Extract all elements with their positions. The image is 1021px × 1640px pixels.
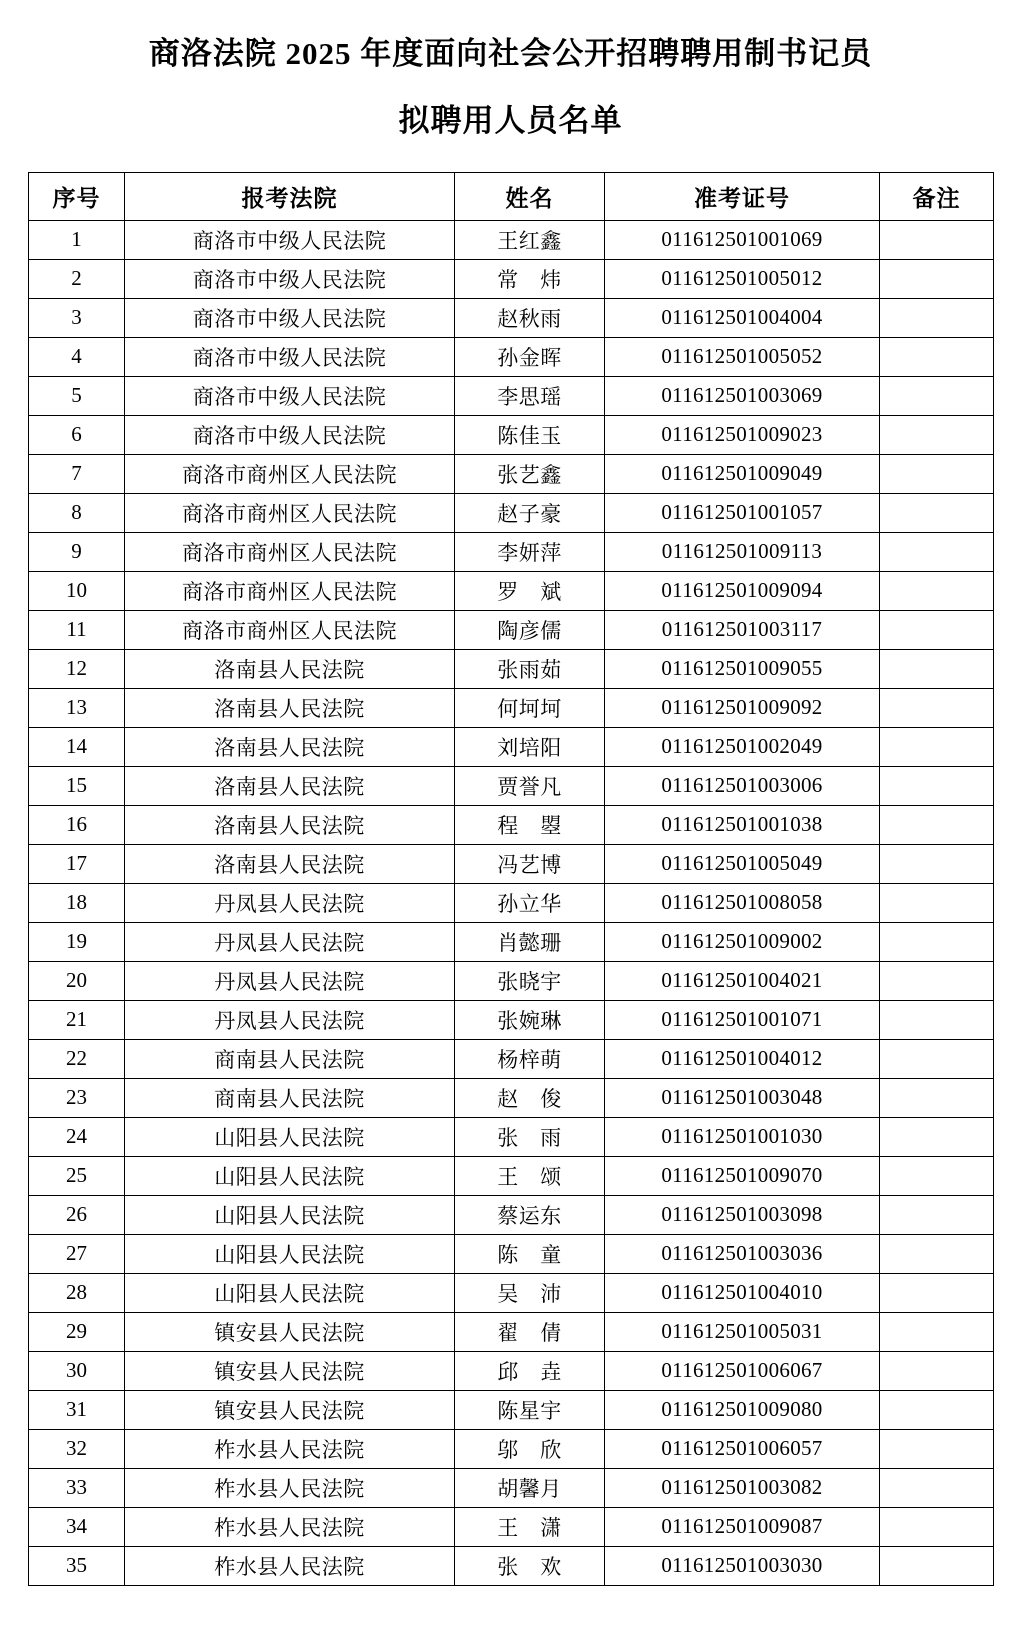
cell-court: 商洛市商州区人民法院: [125, 571, 455, 610]
cell-exam-id: 011612501009049: [605, 454, 880, 493]
cell-name: 肖懿珊: [455, 922, 605, 961]
cell-note: [880, 844, 994, 883]
cell-index: 5: [29, 376, 125, 415]
cell-note: [880, 766, 994, 805]
cell-court: 洛南县人民法院: [125, 805, 455, 844]
cell-index: 29: [29, 1312, 125, 1351]
table-row: [29, 1312, 994, 1351]
cell-name: 张婉琳: [455, 1000, 605, 1039]
cell-name: 孙立华: [455, 883, 605, 922]
cell-exam-id: 011612501004010: [605, 1273, 880, 1312]
cell-court: 洛南县人民法院: [125, 727, 455, 766]
table-row: [29, 1234, 994, 1273]
cell-note: [880, 1312, 994, 1351]
cell-name: 赵秋雨: [455, 298, 605, 337]
cell-name: 赵 俊: [455, 1078, 605, 1117]
table-row: [29, 571, 994, 610]
cell-court: 商南县人民法院: [125, 1039, 455, 1078]
cell-note: [880, 1390, 994, 1429]
cell-exam-id: 011612501004021: [605, 961, 880, 1000]
cell-index: 18: [29, 883, 125, 922]
cell-name: 张艺鑫: [455, 454, 605, 493]
cell-exam-id: 011612501001071: [605, 1000, 880, 1039]
cell-exam-id: 011612501005012: [605, 259, 880, 298]
cell-name: 程 曌: [455, 805, 605, 844]
cell-exam-id: 011612501003048: [605, 1078, 880, 1117]
cell-exam-id: 011612501002049: [605, 727, 880, 766]
cell-note: [880, 961, 994, 1000]
cell-court: 商南县人民法院: [125, 1078, 455, 1117]
table-row: [29, 493, 994, 532]
table-row: [29, 922, 994, 961]
table-row: [29, 532, 994, 571]
cell-index: 10: [29, 571, 125, 610]
cell-note: [880, 1546, 994, 1585]
page-title: [28, 32, 993, 144]
cell-index: 16: [29, 805, 125, 844]
cell-name: 冯艺博: [455, 844, 605, 883]
cell-index: 31: [29, 1390, 125, 1429]
cell-exam-id: 011612501009055: [605, 649, 880, 688]
cell-name: 陈佳玉: [455, 415, 605, 454]
cell-exam-id: 011612501005031: [605, 1312, 880, 1351]
cell-name: 王 颂: [455, 1156, 605, 1195]
cell-name: 陈 童: [455, 1234, 605, 1273]
cell-court: 丹凤县人民法院: [125, 1000, 455, 1039]
cell-note: [880, 1234, 994, 1273]
cell-index: 13: [29, 688, 125, 727]
cell-court: 柞水县人民法院: [125, 1546, 455, 1585]
table-row: [29, 220, 994, 259]
cell-court: 洛南县人民法院: [125, 844, 455, 883]
cell-name: 陈星宇: [455, 1390, 605, 1429]
cell-note: [880, 1468, 994, 1507]
column-header-exam-id: 准考证号: [605, 172, 880, 220]
cell-exam-id: 011612501009087: [605, 1507, 880, 1546]
cell-note: [880, 415, 994, 454]
cell-note: [880, 610, 994, 649]
cell-note: [880, 1351, 994, 1390]
table-row: [29, 1468, 994, 1507]
cell-court: 镇安县人民法院: [125, 1351, 455, 1390]
cell-note: [880, 1000, 994, 1039]
cell-note: [880, 1507, 994, 1546]
cell-index: 20: [29, 961, 125, 1000]
table-row: [29, 1195, 994, 1234]
table-row: [29, 1156, 994, 1195]
cell-note: [880, 922, 994, 961]
cell-index: 27: [29, 1234, 125, 1273]
cell-note: [880, 1156, 994, 1195]
table-row: [29, 727, 994, 766]
cell-name: 贾誉凡: [455, 766, 605, 805]
cell-index: 12: [29, 649, 125, 688]
cell-name: 张 雨: [455, 1117, 605, 1156]
table-row: [29, 883, 994, 922]
cell-court: 商洛市中级人民法院: [125, 220, 455, 259]
cell-index: 32: [29, 1429, 125, 1468]
cell-index: 1: [29, 220, 125, 259]
cell-exam-id: 011612501009094: [605, 571, 880, 610]
cell-name: 张晓宇: [455, 961, 605, 1000]
cell-note: [880, 532, 994, 571]
cell-note: [880, 571, 994, 610]
cell-name: 邬 欣: [455, 1429, 605, 1468]
cell-name: 常 炜: [455, 259, 605, 298]
cell-court: 柞水县人民法院: [125, 1468, 455, 1507]
table-row: [29, 766, 994, 805]
cell-index: 7: [29, 454, 125, 493]
table-row: [29, 1117, 994, 1156]
cell-name: 刘培阳: [455, 727, 605, 766]
cell-index: 8: [29, 493, 125, 532]
cell-exam-id: 011612501001030: [605, 1117, 880, 1156]
roster-table-body: [29, 220, 994, 1585]
cell-exam-id: 011612501006067: [605, 1351, 880, 1390]
table-row: [29, 844, 994, 883]
table-row: [29, 1429, 994, 1468]
cell-name: 蔡运东: [455, 1195, 605, 1234]
cell-court: 商洛市中级人民法院: [125, 298, 455, 337]
cell-note: [880, 688, 994, 727]
cell-court: 丹凤县人民法院: [125, 922, 455, 961]
cell-note: [880, 1078, 994, 1117]
cell-court: 洛南县人民法院: [125, 766, 455, 805]
cell-index: 26: [29, 1195, 125, 1234]
cell-index: 34: [29, 1507, 125, 1546]
cell-note: [880, 805, 994, 844]
cell-court: 山阳县人民法院: [125, 1117, 455, 1156]
cell-court: 商洛市商州区人民法院: [125, 610, 455, 649]
cell-note: [880, 298, 994, 337]
cell-name: 李妍萍: [455, 532, 605, 571]
table-row: [29, 1000, 994, 1039]
cell-name: 孙金晖: [455, 337, 605, 376]
cell-exam-id: 011612501003082: [605, 1468, 880, 1507]
cell-court: 商洛市商州区人民法院: [125, 454, 455, 493]
cell-court: 洛南县人民法院: [125, 649, 455, 688]
cell-index: 9: [29, 532, 125, 571]
cell-exam-id: 011612501009113: [605, 532, 880, 571]
cell-court: 商洛市中级人民法院: [125, 337, 455, 376]
cell-exam-id: 011612501005049: [605, 844, 880, 883]
table-row: [29, 1039, 994, 1078]
cell-index: 19: [29, 922, 125, 961]
cell-index: 33: [29, 1468, 125, 1507]
cell-name: 胡馨月: [455, 1468, 605, 1507]
cell-note: [880, 493, 994, 532]
cell-court: 商洛市商州区人民法院: [125, 532, 455, 571]
cell-index: 35: [29, 1546, 125, 1585]
page-title-line-2: 拟聘用人员名单: [398, 102, 623, 138]
cell-note: [880, 727, 994, 766]
table-row: [29, 1507, 994, 1546]
cell-name: 邱 垚: [455, 1351, 605, 1390]
cell-court: 山阳县人民法院: [125, 1195, 455, 1234]
cell-note: [880, 649, 994, 688]
table-row: [29, 688, 994, 727]
cell-index: 30: [29, 1351, 125, 1390]
table-row: [29, 415, 994, 454]
cell-exam-id: 011612501003098: [605, 1195, 880, 1234]
cell-court: 丹凤县人民法院: [125, 961, 455, 1000]
cell-exam-id: 011612501003036: [605, 1234, 880, 1273]
cell-exam-id: 011612501001038: [605, 805, 880, 844]
table-row: [29, 1078, 994, 1117]
cell-exam-id: 011612501009080: [605, 1390, 880, 1429]
table-row: [29, 259, 994, 298]
table-row: [29, 649, 994, 688]
cell-exam-id: 011612501006057: [605, 1429, 880, 1468]
cell-exam-id: 011612501004012: [605, 1039, 880, 1078]
cell-court: 镇安县人民法院: [125, 1390, 455, 1429]
cell-exam-id: 011612501003006: [605, 766, 880, 805]
cell-exam-id: 011612501009002: [605, 922, 880, 961]
cell-exam-id: 011612501009070: [605, 1156, 880, 1195]
cell-court: 山阳县人民法院: [125, 1273, 455, 1312]
column-header-name: 姓名: [455, 172, 605, 220]
cell-note: [880, 454, 994, 493]
cell-name: 吴 沛: [455, 1273, 605, 1312]
cell-index: 23: [29, 1078, 125, 1117]
cell-exam-id: 011612501009023: [605, 415, 880, 454]
cell-index: 22: [29, 1039, 125, 1078]
cell-court: 商洛市中级人民法院: [125, 376, 455, 415]
table-row: [29, 610, 994, 649]
column-header-index: 序号: [29, 172, 125, 220]
cell-exam-id: 011612501008058: [605, 883, 880, 922]
cell-note: [880, 376, 994, 415]
cell-name: 李思瑶: [455, 376, 605, 415]
cell-exam-id: 011612501005052: [605, 337, 880, 376]
table-row: [29, 298, 994, 337]
table-row: [29, 1351, 994, 1390]
cell-court: 山阳县人民法院: [125, 1156, 455, 1195]
cell-note: [880, 1429, 994, 1468]
cell-note: [880, 1117, 994, 1156]
cell-name: 罗 斌: [455, 571, 605, 610]
cell-note: [880, 1039, 994, 1078]
cell-name: 王 潇: [455, 1507, 605, 1546]
cell-index: 21: [29, 1000, 125, 1039]
cell-index: 14: [29, 727, 125, 766]
cell-note: [880, 337, 994, 376]
cell-name: 杨梓萌: [455, 1039, 605, 1078]
table-row: [29, 1390, 994, 1429]
cell-exam-id: 011612501003069: [605, 376, 880, 415]
cell-note: [880, 1195, 994, 1234]
cell-court: 商洛市中级人民法院: [125, 259, 455, 298]
cell-court: 丹凤县人民法院: [125, 883, 455, 922]
cell-exam-id: 011612501009092: [605, 688, 880, 727]
cell-name: 翟 倩: [455, 1312, 605, 1351]
cell-court: 柞水县人民法院: [125, 1429, 455, 1468]
cell-index: 3: [29, 298, 125, 337]
cell-index: 11: [29, 610, 125, 649]
table-row: [29, 1546, 994, 1585]
cell-index: 4: [29, 337, 125, 376]
page-title-line-1: 商洛法院 2025 年度面向社会公开招聘聘用制书记员: [148, 36, 873, 71]
cell-index: 25: [29, 1156, 125, 1195]
cell-name: 张雨茹: [455, 649, 605, 688]
cell-note: [880, 883, 994, 922]
cell-name: 张 欢: [455, 1546, 605, 1585]
column-header-note: 备注: [880, 172, 994, 220]
cell-note: [880, 1273, 994, 1312]
table-row: [29, 805, 994, 844]
table-row: [29, 1273, 994, 1312]
column-header-court: 报考法院: [125, 172, 455, 220]
cell-court: 商洛市中级人民法院: [125, 415, 455, 454]
cell-exam-id: 011612501001057: [605, 493, 880, 532]
table-row: [29, 961, 994, 1000]
cell-court: 商洛市商州区人民法院: [125, 493, 455, 532]
table-row: [29, 454, 994, 493]
cell-name: 王红鑫: [455, 220, 605, 259]
table-row: [29, 376, 994, 415]
cell-index: 17: [29, 844, 125, 883]
cell-name: 陶彦儒: [455, 610, 605, 649]
cell-court: 山阳县人民法院: [125, 1234, 455, 1273]
cell-exam-id: 011612501003030: [605, 1546, 880, 1585]
cell-index: 28: [29, 1273, 125, 1312]
cell-name: 何坷坷: [455, 688, 605, 727]
cell-court: 柞水县人民法院: [125, 1507, 455, 1546]
cell-index: 6: [29, 415, 125, 454]
table-row: [29, 337, 994, 376]
cell-note: [880, 220, 994, 259]
cell-index: 15: [29, 766, 125, 805]
table-header-row: [29, 172, 994, 220]
cell-index: 24: [29, 1117, 125, 1156]
cell-note: [880, 259, 994, 298]
cell-exam-id: 011612501004004: [605, 298, 880, 337]
cell-exam-id: 011612501003117: [605, 610, 880, 649]
cell-exam-id: 011612501001069: [605, 220, 880, 259]
cell-court: 洛南县人民法院: [125, 688, 455, 727]
cell-index: 2: [29, 259, 125, 298]
roster-table: [28, 172, 994, 1586]
cell-name: 赵子豪: [455, 493, 605, 532]
cell-court: 镇安县人民法院: [125, 1312, 455, 1351]
